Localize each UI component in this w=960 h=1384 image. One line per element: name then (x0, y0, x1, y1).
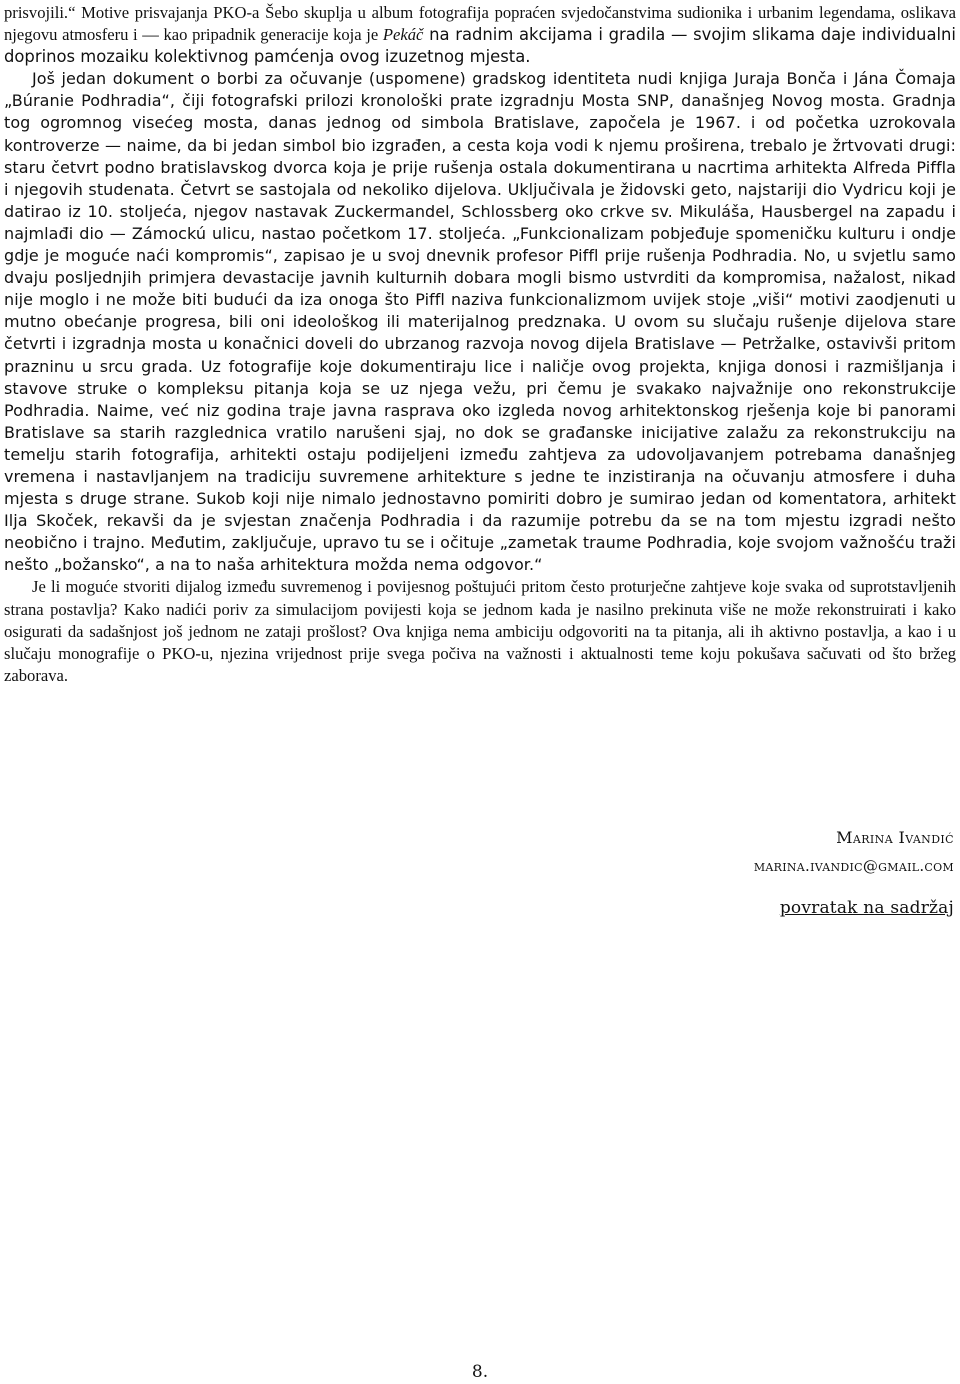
paragraph-motives-text: Motive prisvajanja PKO-a Šebo skuplja u album fotografija popraćen svjedočanstvima sudionika i urbanim legendama, oslikava njegovu atmosferu i — kao pripadnik generacije koja je (4, 3, 956, 45)
author-name: Marina Ivandić (836, 828, 954, 847)
signature-block (754, 826, 954, 920)
paragraph-bridge-book: Još jedan dokument o borbi za očuvanje (uspomene) gradskog identiteta nudi knjiga Juraja Bonča i Jána Čomaja „Búranie Podhradia“, čiji fotografski prilozi kronološki prate izgradnju Mosta SNP, današnjeg Novog mosta. Gradnja tog ogromnog visećeg mosta, danas jednog od simbola Bratislave, započela je 1967. i od početka uzrokovala kontroverze — naime, da bi jedan simbol bio izgrađen, a cesta koja vodi k njemu proširena, trebalo je žrtvovati drugi: staru četvrt podno bratislavskog dvorca koja je prije rušenja ostala dokumentirana u nacrtima arhitekta Alfreda Piffla i njegovih studenata. Četvrt se sastojala od nekoliko dijelova. Uključivala je židovski geto, najstariji dio Vydricu koji je datirao iz 10. stoljeća, njegov nastavak Zuckermandel, Schlossberg oko crkve sv. Mikuláša, Hausbergel na zapadu i najmlađi dio — Zámockú ulicu, nastao početkom 17. stoljeća. „Funkcionalizam pobjeđuje spomeničku kulturu i ondje gdje je moguće naći kompromis“, zapisao je u svoj dnevnik profesor Piffl prije rušenja Podhradia. No, u svjetlu samo dvaju posljednjih primjera devastacije javnih kulturnih dobara mogli bismo ustvrditi da kompromisa, nažalost, nikad nije moglo i ne može biti budući da iza onoga što Piffl naziva funkcionalizmom uvijek stoje „viši“ motivi zaodjenuti u mutno obećanje progresa, bili oni ideološkog ili materijalnog predznaka. U ovom su slučaju rušenje dijelova stare četvrti i izgradnja mosta u konačnici doveli do ubrzanog razvoja novog dijela Bratislave — Petržalke, ostavivši pritom prazninu u srcu grada. Uz fotografije koje dokumentiraju lice i naličje ovog projekta, knjiga donosi i razmišljanja i stavove struke o kompleksu pitanja koja se uz njega vežu, pri čemu je svakako najvažnije ono rekonstrukcije Podhradia. Naime, već niz godina traje javna rasprava oko izgleda novog arhitektonskog rješenja koje bi panorami Bratislave sa starih razglednica vratilo narušeni sjaj, no dok se građanske inicijative zalažu za rekonstrukciju na temelju starih fotografija, arhitekti ostaju podijeljeni između zahtjeva za udovoljavanjem potrebama današnjeg vremena i nastavljanjem na tradiciju suvremene arhitekture s jedne te inzistiranja na očuvanju atmosfere i duha mjesta s druge strane. Sukob koji nije nimalo jednostavno pomiriti dobro je sumirao jedan od komentatora, arhitekt Ilja Skoček, rekavši da je svjestan značenja Podhradia i da razumije potrebu da se na tom mjestu izgradi nešto neobično i trajno. Međutim, zaključuje, upravo tu se i očituje „zametak traume Podhradia, koje svojom važnošću traži nešto „božansko“, a na to naša arhitektura možda nema odgovor.“ (4, 69, 956, 575)
pekac-term: Pekáč (382, 25, 424, 45)
paragraph-pko-summary (4, 2, 956, 68)
paragraph-closing-questions: Je li moguće stvoriti dijalog između suvremenog i povijesnog poštujući pritom često proturječne zahtjeve koje svaka od suprotstavljenih strana postavlja? Kako nadići poriv za simulacijom povijesti koja se jednom kada je nasilno prekinuta više ne može rekonstruirati i kako osigurati da sadašnjost još jednom ne zataji prošlost? Ova knjiga nema ambiciju odgovoriti na ta pitanja, ali ih aktivno postavlja, a kao i u slučaju monografije o PKO-u, njezina vrijednost prije svega počiva na važnosti i aktualnosti teme koju pokušava sačuvati od što bržeg zaborava. (4, 577, 956, 685)
article-body (4, 2, 956, 687)
paragraph-lead-quote-end: prisvojili.“ (4, 3, 82, 22)
author-email: marina.ivandic@gmail.com (753, 857, 954, 875)
page-number: 8. (471, 1362, 489, 1382)
paragraph-pko-summary-end: na radnim akcijama i gradila — svojim slikama daje individualni doprinos mozaiku kolektivnog pamćenja ovog izuzetnog mjesta. (4, 25, 956, 67)
back-to-contents-link[interactable]: povratak na sadržaj (779, 898, 954, 918)
